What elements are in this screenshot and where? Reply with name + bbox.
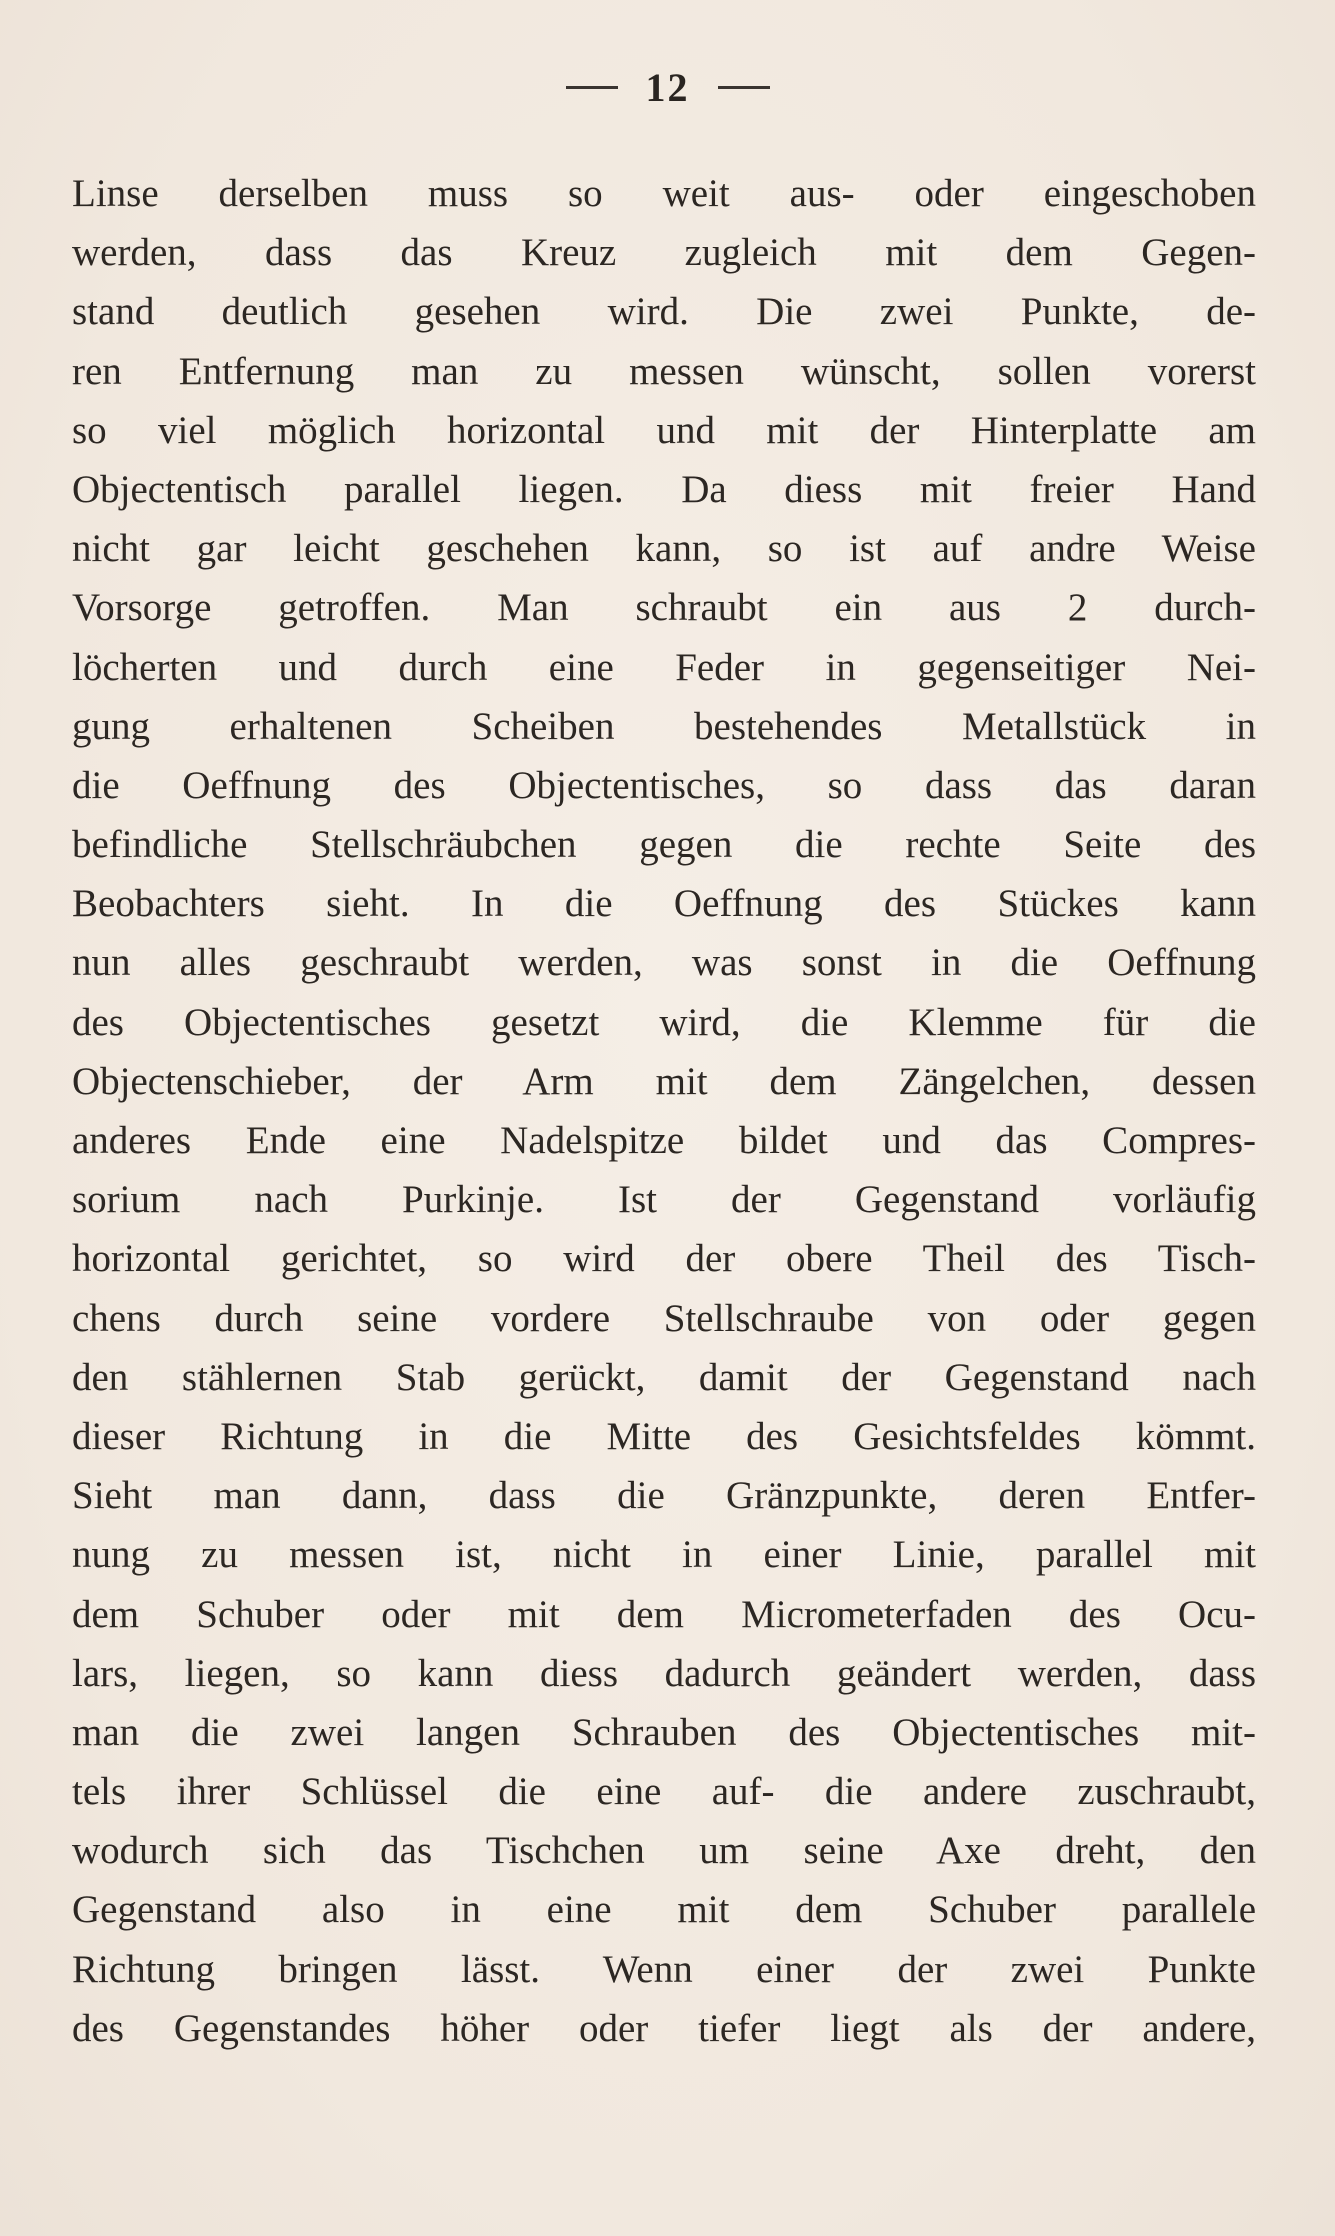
text-line: dem Schuber oder mit dem Micrometerfaden des Ocu- bbox=[72, 1592, 1256, 1636]
text-line: so viel möglich horizontal und mit der Hinterplatte am bbox=[72, 408, 1256, 452]
text-line: anderes Ende eine Nadelspitze bildet und das Compres- bbox=[72, 1119, 1256, 1162]
right-dash bbox=[718, 86, 770, 89]
text-line: horizontal gerichtet, so wird der obere Theil des Tisch- bbox=[72, 1237, 1256, 1281]
text-line: Gegenstand also in eine mit dem Schuber parallele bbox=[72, 1888, 1256, 1932]
text-line: dieser Richtung in die Mitte des Gesichtsfeldes kömmt. bbox=[72, 1414, 1256, 1458]
text-line: wodurch sich das Tischchen um seine Axe dreht, den bbox=[72, 1829, 1256, 1873]
text-line: nun alles geschraubt werden, was sonst in die Oeffnung bbox=[72, 941, 1256, 985]
text-line: befindliche Stellschräubchen gegen die rechte Seite des bbox=[72, 823, 1256, 867]
text-line: tels ihrer Schlüssel die eine auf- die andere zuschraubt, bbox=[72, 1770, 1256, 1814]
text-line: Sieht man dann, dass die Gränzpunkte, deren Entfer- bbox=[72, 1474, 1256, 1518]
page-number: 12 bbox=[645, 65, 690, 111]
text-line: die Oeffnung des Objectentisches, so dass das daran bbox=[72, 763, 1256, 807]
text-line: löcherten und durch eine Feder in gegenseitiger Nei- bbox=[72, 645, 1256, 689]
text-line: Objectenschieber, der Arm mit dem Zängelchen, dessen bbox=[72, 1059, 1256, 1103]
text-line: des Objectentisches gesetzt wird, die Klemme für die bbox=[72, 1000, 1256, 1044]
text-line: Linse derselben muss so weit aus- oder eingeschoben bbox=[72, 172, 1256, 215]
text-line: lars, liegen, so kann diess dadurch geändert werden, dass bbox=[72, 1651, 1256, 1695]
text-line: werden, dass das Kreuz zugleich mit dem Gegen- bbox=[72, 231, 1256, 275]
text-line: chens durch seine vordere Stellschraube von oder gegen bbox=[72, 1296, 1256, 1340]
text-line: nung zu messen ist, nicht in einer Linie, parallel mit bbox=[72, 1533, 1256, 1577]
text-line: ren Entfernung man zu messen wünscht, sollen vorerst bbox=[72, 349, 1256, 393]
text-line: des Gegenstandes höher oder tiefer liegt als der andere, bbox=[72, 2006, 1256, 2050]
text-line: den stählernen Stab gerückt, damit der Gegenstand nach bbox=[72, 1355, 1256, 1399]
left-dash bbox=[566, 86, 618, 89]
text-line: gung erhaltenen Scheiben bestehendes Metallstück in bbox=[72, 704, 1256, 748]
text-line: sorium nach Purkinje. Ist der Gegenstand vorläufig bbox=[72, 1178, 1256, 1222]
text-line: stand deutlich gesehen wird. Die zwei Punkte, de- bbox=[72, 290, 1256, 334]
text-line: Beobachters sieht. In die Oeffnung des Stückes kann bbox=[72, 882, 1256, 926]
text-line: nicht gar leicht geschehen kann, so ist auf andre Weise bbox=[72, 527, 1256, 571]
text-line: Richtung bringen lässt. Wenn einer der zwei Punkte bbox=[72, 1947, 1256, 1991]
text-line: Objectentisch parallel liegen. Da diess mit freier Hand bbox=[72, 467, 1256, 511]
body-text bbox=[72, 164, 1256, 2058]
text-line: Vorsorge getroffen. Man schraubt ein aus 2 durch- bbox=[72, 586, 1256, 630]
page-header bbox=[0, 60, 1335, 111]
text-line: man die zwei langen Schrauben des Objectentisches mit- bbox=[72, 1710, 1256, 1754]
